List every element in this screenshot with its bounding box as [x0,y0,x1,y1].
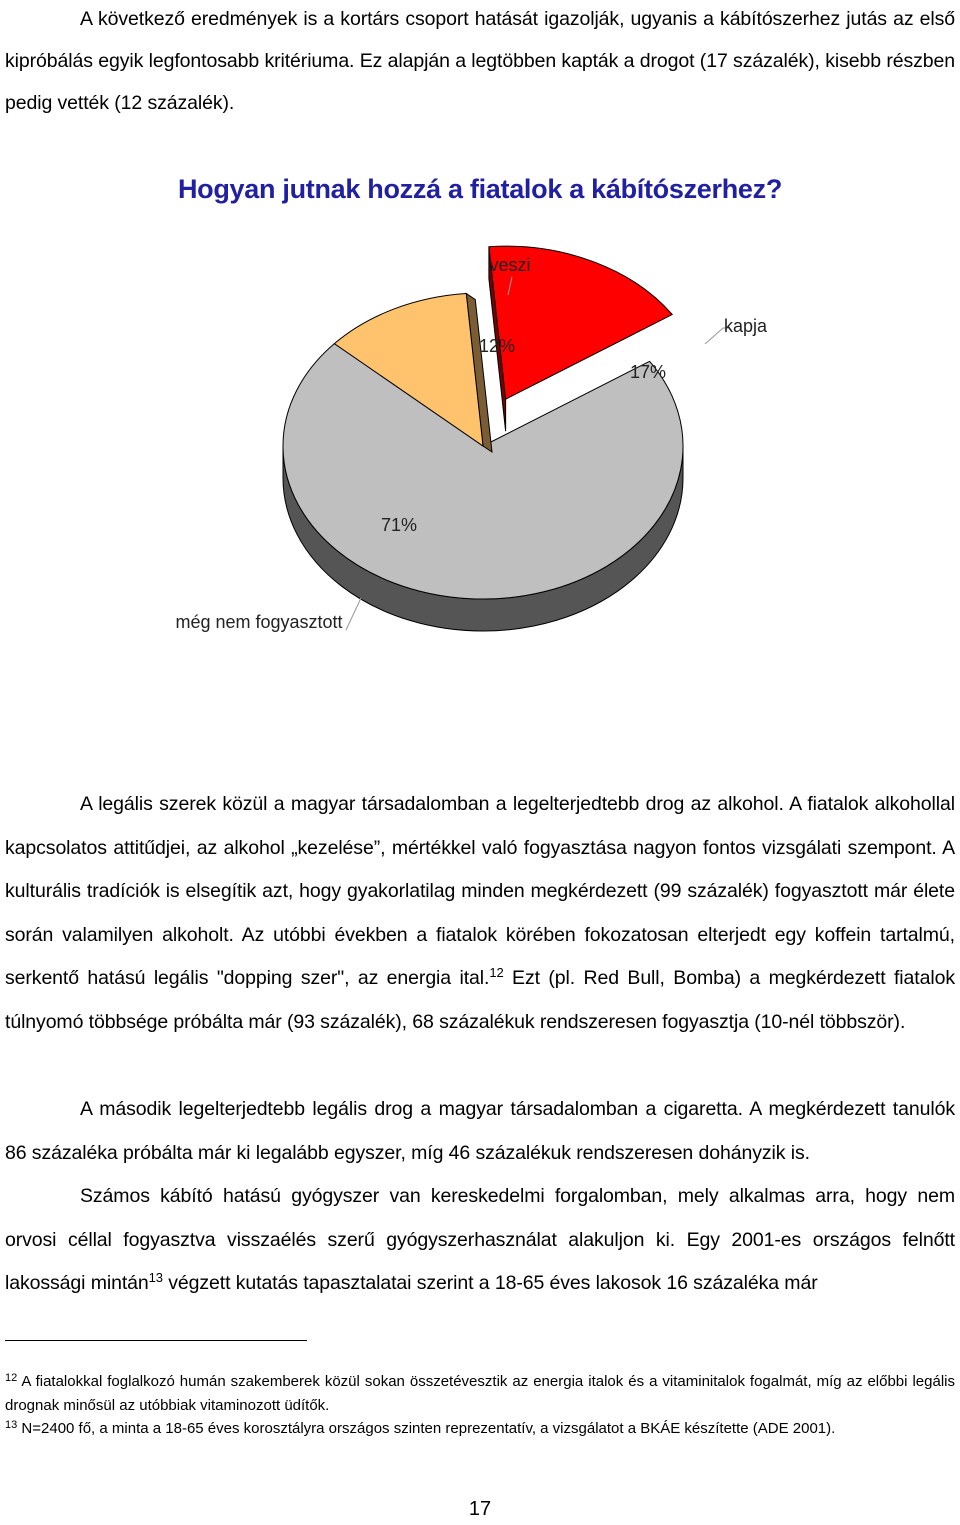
chart-title: Hogyan jutnak hozzá a fiatalok a kábítószerhez? [177,174,783,204]
paragraph-alcohol [5,783,955,1044]
footnote-text-12: A fiatalokkal foglalkozó humán szakemberek közül sokan összetévesztik az energia italok és a vitaminitalok fogalmát, míg az előbbi legális drognak minősül az utóbbiak vitaminozott üdítők. [5,1373,955,1414]
footnote-ref-12[interactable]: 12 [489,965,504,980]
page-number: 17 [468,1498,492,1520]
value-label-veszi: 12% [478,336,516,356]
footnote-text-13: N=2400 fő, a minta a 18-65 éves korosztályra országos szinten reprezentatív, a vizsgálatot a BKÁE készítette (ADE 2001). [17,1420,836,1437]
footnote-12 [5,1370,955,1418]
footnote-ref-13[interactable]: 13 [148,1270,163,1285]
pie-chart [0,230,960,650]
paragraph-cigarette [5,1088,955,1175]
intro-text: A következő eredmények is a kortárs csoport hatását igazolják, ugyanis a kábítószerhez jutás az első kipróbálás egyik legfontosabb kritériuma. Ez alapján a legtöbben kapták a drogot (17 százalék), kisebb részben pedig vették (12 százalék). [5,8,955,114]
paragraph-alcohol-text: A legális szerek közül a magyar társadalomban a legelterjedtebb drog az alkohol. A fiatalok alkohollal kapcsolatos attitűdjei, az alkohol „kezelése”, mértékkel való fogyasztása nagyon fontos vizsgálati szempont. A kulturális tradíciók is elsegítik azt, hogy gyakorlatilag minden megkérdezett (99 százalék) fogyasztott már élete során valamilyen alkoholt. Az utóbbi években a fiatalok körében fokozatosan elterjedt egy koffein tartalmú, serkentő hatású legális "dopping szer", az energia ital. [5,793,955,989]
paragraph-medication-text: Számos kábító hatású gyógyszer van kereskedelmi forgalomban, mely alkalmas arra, hogy nem orvosi céllal fogyasztva visszaélés szerű gyógyszerhasználat alakuljon ki. Egy 2001-es országos felnőtt lakossági mintán [5,1185,955,1294]
footnote-divider [5,1340,307,1341]
paragraph-medication-text-cont: végzett kutatás tapasztalatai szerint a 18-65 éves lakosok 16 százaléka már [162,1272,818,1294]
footnote-number-12: 12 [5,1372,18,1384]
paragraph-alcohol-text-cont: Ezt (pl. Red Bull, Bomba) a megkérdezett fiatalok túlnyomó többsége próbálta már (93 százalék), 68 százalékuk rendszeresen fogyasztja (10-nél többször). [5,967,955,1033]
paragraph-cigarette-text: A második legelterjedtebb legális drog a magyar társadalomban a cigaretta. A megkérdezett tanulók 86 százaléka próbálta már ki legalább egyszer, míg 46 százalékuk rendszeresen dohányzik is. [5,1098,955,1164]
value-label-meg-nem: 71% [380,515,418,535]
category-label-kapja: kapja [724,316,768,336]
intro-paragraph [5,0,955,124]
category-label-veszi: veszi [489,255,531,275]
leader-line-meg-nem [346,598,361,630]
paragraph-medication [5,1175,955,1306]
footnote-number-13: 13 [5,1419,18,1431]
footnote-13 [5,1417,955,1441]
value-label-kapja: 17% [629,362,667,382]
category-label-meg-nem: még nem fogyasztott [175,612,343,632]
pie-slices [283,246,683,631]
